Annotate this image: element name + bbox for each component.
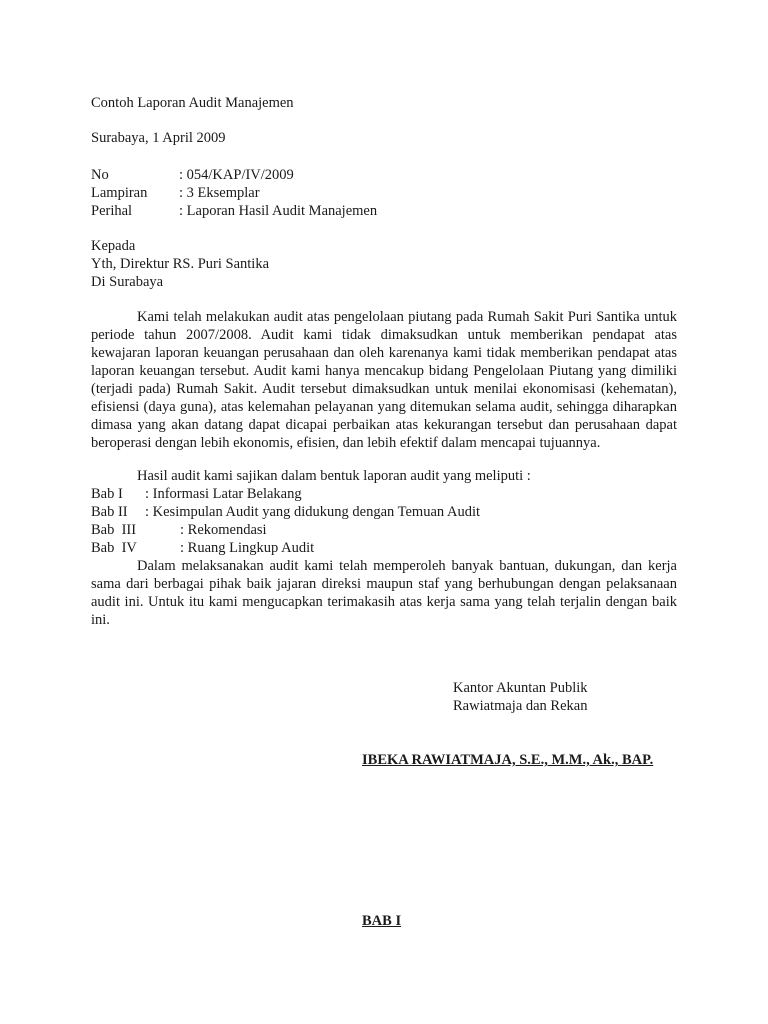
meta-value: : Laporan Hasil Audit Manajemen: [179, 203, 378, 219]
chapter-item: [91, 503, 480, 521]
chapter-key: Bab I: [91, 486, 123, 502]
paragraph-text: Dalam melaksanakan audit kami telah memperoleh banyak bantuan, dukungan, dan kerja sama dari berbagai pihak baik jajaran direksi maupun staf yang berhubungan dengan pelaksanaan audit ini. Untuk itu kami mengucapkan terimakasih atas kerja sama yang telah terjalin dengan baik ini.: [91, 558, 677, 628]
body-paragraph-2: Hasil audit kami sajikan dalam bentuk laporan audit yang meliputi :: [137, 468, 531, 484]
chapter-value: : Rekomendasi: [180, 522, 267, 538]
signatory-name: IBEKA RAWIATMAJA, S.E., M.M., Ak., BAP.: [362, 752, 654, 768]
place-date: Surabaya, 1 April 2009: [91, 130, 226, 146]
firm-name-line-2: Rawiatmaja dan Rekan: [453, 698, 588, 714]
meta-label: No: [91, 167, 109, 183]
meta-value: : 3 Eksemplar: [179, 185, 260, 201]
paragraph-text: Kami telah melakukan audit atas pengelolaan piutang pada Rumah Sakit Puri Santika untuk periode tahun 2007/2008. Audit kami tidak dimaksudkan untuk memberikan pendapat atas kewajaran laporan keuangan perusahaan dan oleh karenanya kami tidak memberikan pendapat atas laporan keuangan tersebut. Audit kami hanya mencakup bidang Pengelolaan Piutang yang dimiliki (terjadi pada) Rumah Sakit. Audit tersebut dimaksudkan untuk menilai ekonomisasi (kehematan), efisiensi (daya guna), atas kelemahan pelayanan yang ditemukan selama audit, sehingga diharapkan dimasa yang akan datang dapat dicapai perbaikan atas kekurangan tersebut dan perusahaan dapat beroperasi dengan lebih ekonomis, efisien, dan lebih efektif dalam mencapai tujuannya.: [91, 309, 677, 451]
chapter-key: Bab IV: [91, 540, 137, 556]
meta-label: Lampiran: [91, 185, 148, 201]
meta-attachment: [91, 184, 260, 202]
document-title: Contoh Laporan Audit Manajemen: [91, 95, 294, 111]
chapter-value: : Ruang Lingkup Audit: [180, 540, 315, 556]
recipient-line: Di Surabaya: [91, 274, 164, 290]
chapter-item: [91, 539, 314, 557]
meta-value: : 054/KAP/IV/2009: [179, 167, 294, 183]
meta-subject: [91, 202, 377, 220]
chapter-item: [91, 485, 302, 503]
meta-number: [91, 166, 294, 184]
firm-name-line-1: Kantor Akuntan Publik: [453, 680, 588, 696]
body-paragraph-1: [91, 308, 677, 452]
recipient-line: Yth, Direktur RS. Puri Santika: [91, 256, 270, 272]
chapter-value: : Informasi Latar Belakang: [145, 486, 302, 502]
meta-label: Perihal: [91, 203, 133, 219]
next-chapter-heading: BAB I: [362, 913, 402, 929]
chapter-value: : Kesimpulan Audit yang didukung dengan Temuan Audit: [145, 504, 481, 520]
body-paragraph-3: [91, 557, 677, 629]
chapter-key: Bab II: [91, 504, 128, 520]
chapter-item: [91, 521, 267, 539]
recipient-line: Kepada: [91, 238, 136, 254]
chapter-key: Bab III: [91, 522, 137, 538]
